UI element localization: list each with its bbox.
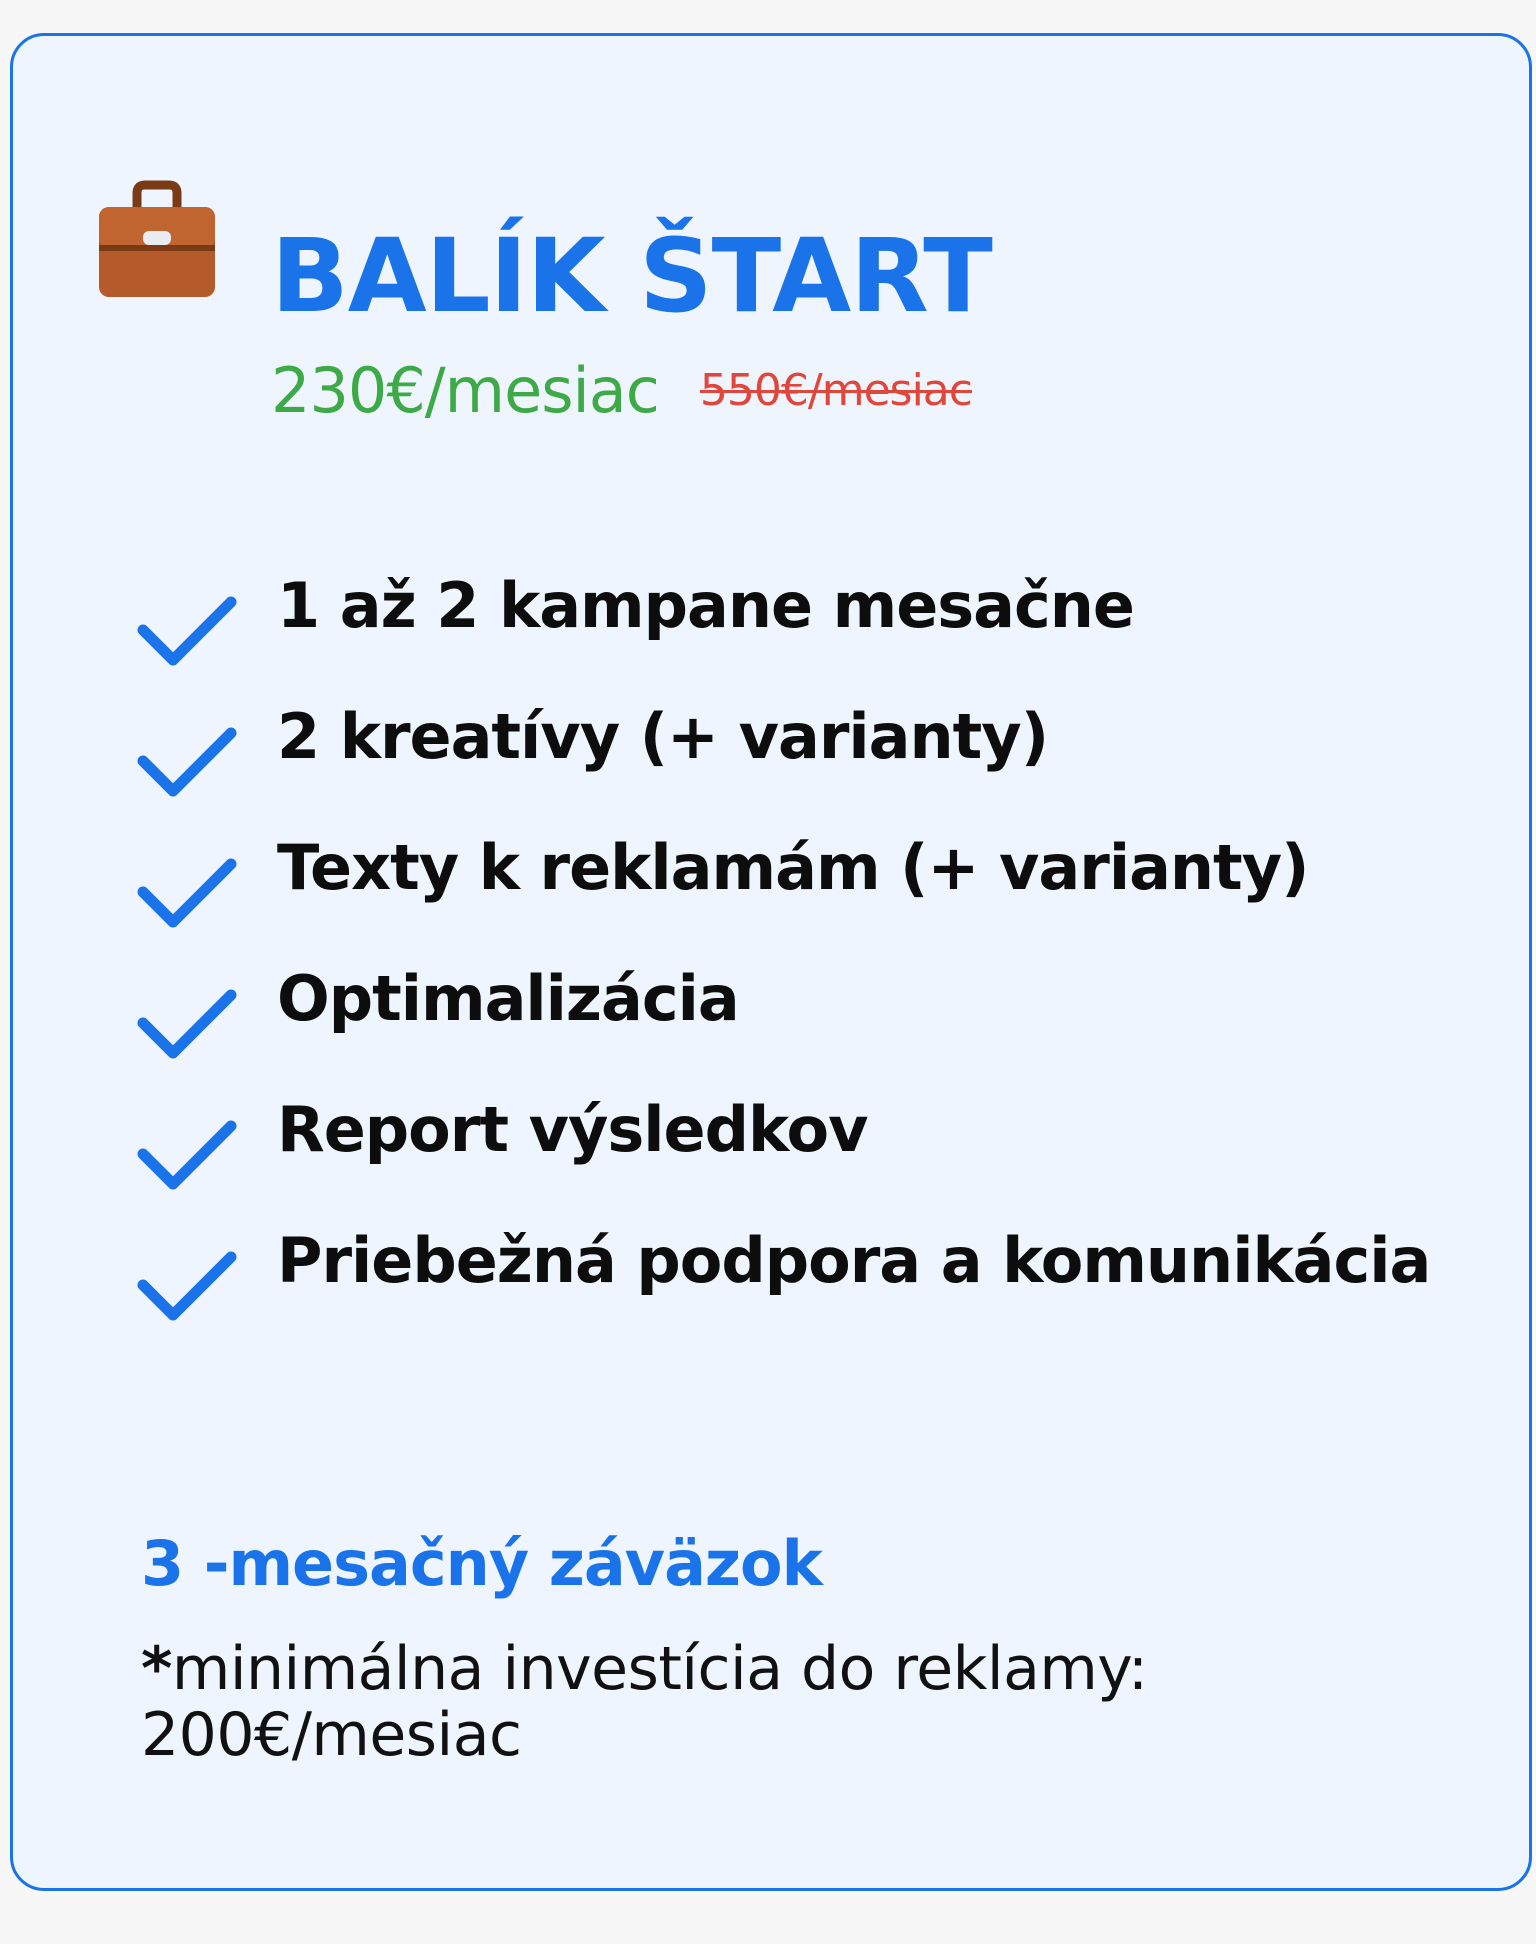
package-card	[10, 33, 1532, 1891]
feature-item	[131, 828, 1511, 959]
investment-note-line-1	[141, 1636, 1441, 1702]
feature-label: Optimalizácia	[277, 962, 739, 1035]
current-price: 230€/mesiac	[271, 354, 659, 427]
note-text: minimálna investícia do reklamy:	[171, 1634, 1148, 1704]
feature-item	[131, 697, 1511, 828]
check-icon	[135, 1110, 239, 1194]
price-row	[271, 354, 972, 428]
check-icon	[135, 848, 239, 932]
feature-label: 2 kreatívy (+ varianty)	[277, 700, 1049, 773]
check-icon	[135, 717, 239, 801]
briefcase-icon	[97, 179, 217, 301]
commitment-label: 3 -mesačný záväzok	[141, 1527, 822, 1600]
note-asterisk: *	[141, 1634, 172, 1704]
feature-label: Report výsledkov	[277, 1093, 868, 1166]
check-icon	[135, 1241, 239, 1325]
check-icon	[135, 586, 239, 670]
package-title: BALÍK ŠTART	[271, 217, 992, 336]
feature-label: Priebežná podpora a komunikácia	[277, 1224, 1431, 1297]
feature-label: 1 až 2 kampane mesačne	[277, 569, 1134, 642]
feature-item	[131, 1090, 1511, 1221]
investment-note-amount: 200€/mesiac	[141, 1700, 522, 1770]
original-price: 550€/mesiac	[699, 365, 972, 416]
feature-list	[131, 566, 1511, 1352]
feature-label: Texty k reklamám (+ varianty)	[277, 831, 1309, 904]
feature-item	[131, 566, 1511, 697]
check-icon	[135, 979, 239, 1063]
feature-item	[131, 1221, 1511, 1352]
feature-item	[131, 959, 1511, 1090]
investment-note	[141, 1636, 1441, 1768]
